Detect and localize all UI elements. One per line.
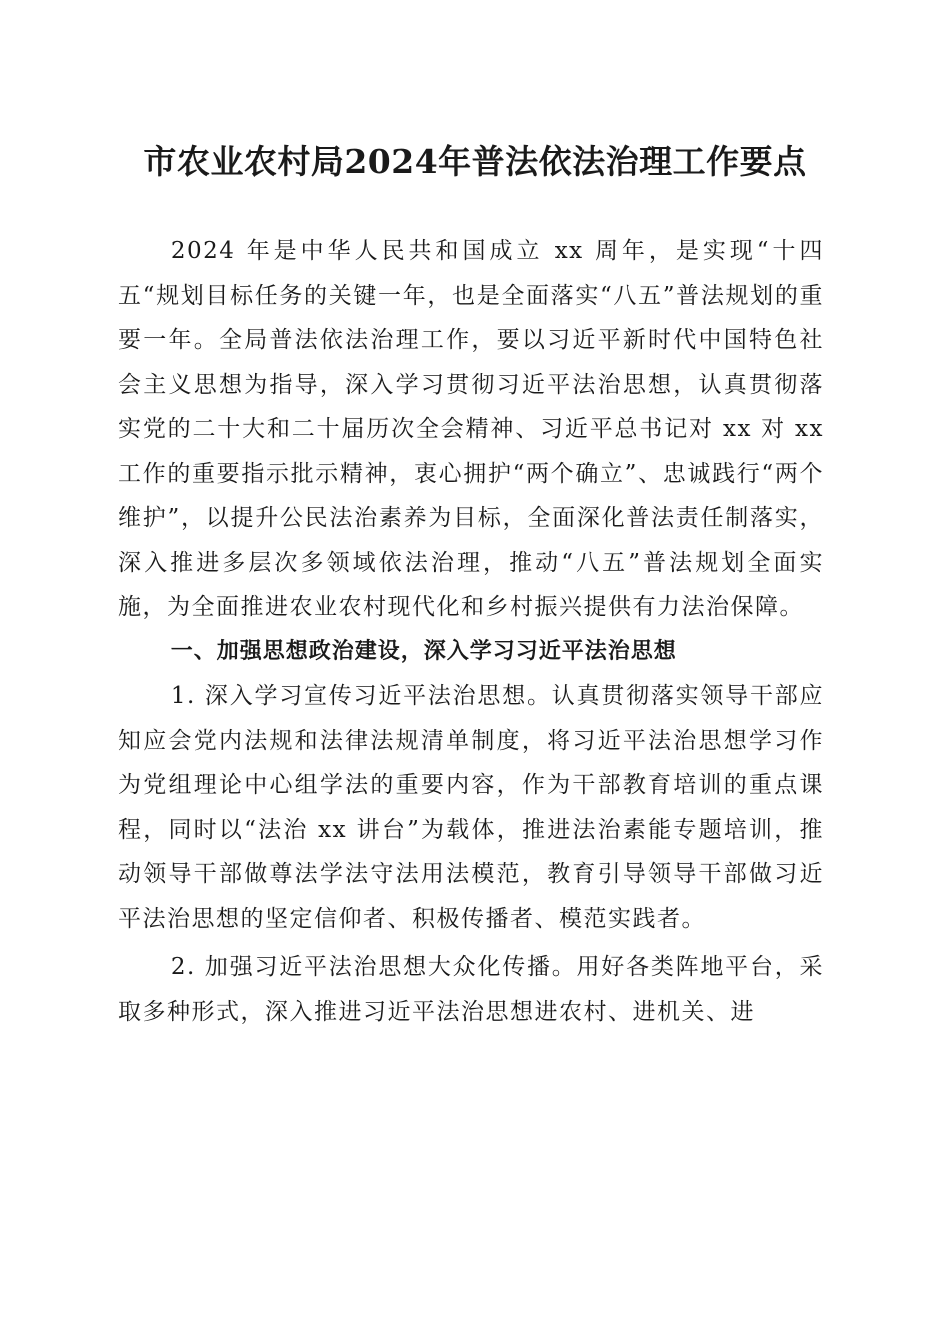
intro-paragraph: 2024 年是中华人民共和国成立 xx 周年，是实现“十四五“规划目标任务的关键一年，也是全面落实“八五”普法规划的重要一年。全局普法依法治理工作，要以习近平新时代中国特色社会主义思想为指导，深入学习贯彻习近平法治思想，认真贯彻落实党的二十大和二十届历次全会精神、习近平总书记对 xx 对 xx 工作的重要指示批示精神，衷心拥护“两个确立”、忠诚践行“两个维护”，以提升公民法治素养为目标，全面深化普法责任制落实，深入推进多层次多领域依法治理，推动“八五”普法规划全面实施，为全面推进农业农村现代化和乡村振兴提供有力法治保障。 xyxy=(118,238,824,620)
section-heading-1: 一、加强思想政治建设，深入学习习近平法治思想 xyxy=(170,638,677,664)
item-paragraph-2: 2. 加强习近平法治思想大众化传播。用好各类阵地平台，采取多种形式，深入推进习近平法治思想进农村、进机关、进 xyxy=(118,954,824,1025)
document-title: 市农业农村局2024年普法依法治理工作要点 xyxy=(143,142,807,181)
document-body xyxy=(118,229,824,1034)
item-paragraph-1: 1. 深入学习宣传习近平法治思想。认真贯彻落实领导干部应知应会党内法规和法律法规清单制度，将习近平法治思想学习作为党组理论中心组学法的重要内容，作为干部教育培训的重点课程，同时以“法治 xx 讲台”为载体，推进法治素能专题培训，推动领导干部做尊法学法守法用法模范，教育引导领导干部做习近平法治思想的坚定信仰者、积极传播者、模范实践者。 xyxy=(118,683,824,932)
